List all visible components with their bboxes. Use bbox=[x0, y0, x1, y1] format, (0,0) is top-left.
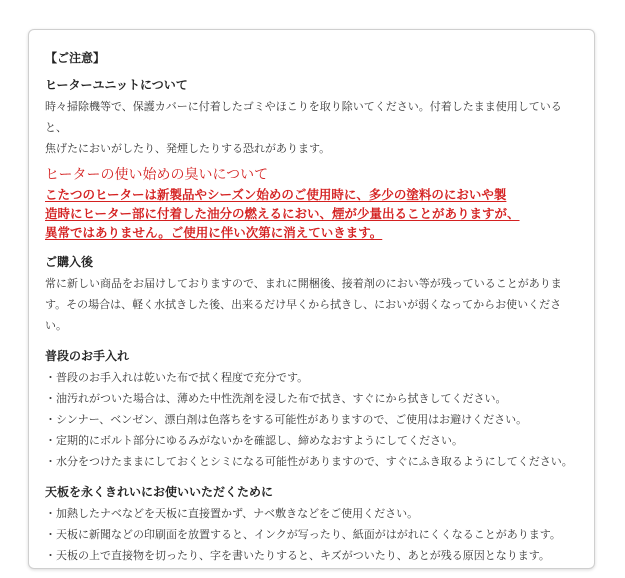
initial-smell-text-line-1: こたつのヒーターは新製品やシーズン始めのご使用時に、多少の塗料のにおいや製 bbox=[45, 187, 507, 202]
list-item: ・天板に新聞などの印刷面を放置すると、インクが写ったり、紙面がはがれにくくなることがあります。 bbox=[45, 528, 561, 541]
list-item: ・シンナー、ベンゼン、漂白剤は色落ちをする可能性がありますので、ご使用はお避けください。 bbox=[45, 413, 528, 426]
after-purchase-text-line-1: 常に新しい商品をお届けしておりますので、まれに開梱後、接着剤のにおい等が残っていることがありま bbox=[45, 277, 562, 290]
list-item: ・加熱したナベなどを天板に直接置かず、ナベ敷きなどをご使用ください。 bbox=[45, 507, 419, 520]
after-purchase-section bbox=[45, 254, 578, 336]
heater-unit-text-line-2: 焦げたにおいがしたり、発煙したりする恐れがあります。 bbox=[45, 142, 331, 155]
daily-care-section bbox=[45, 348, 578, 472]
list-item: ・天板の上で直接物を切ったり、字を書いたりすると、キズがついたり、あとが残る原因となります。 bbox=[45, 549, 550, 562]
initial-smell-text-line-3: 異常ではありません。ご使用に伴い次第に消えていきます。 bbox=[45, 225, 383, 240]
daily-care-list bbox=[45, 367, 578, 472]
after-purchase-text-line-2: す。その場合は、軽く水拭きした後、出来るだけ早くから拭きし、においが弱くなってからお使いください。 bbox=[45, 298, 562, 332]
initial-smell-section bbox=[45, 165, 578, 242]
care-notice-panel bbox=[28, 29, 595, 569]
heater-unit-section bbox=[45, 77, 578, 159]
initial-smell-text-line-2: 造時にヒーター部に付着した油分の燃えるにおい、煙が少量出ることがありますが、 bbox=[45, 206, 520, 221]
daily-care-heading: 普段のお手入れ bbox=[45, 349, 130, 363]
initial-smell-heading: ヒーターの使い始めの臭いについて bbox=[45, 167, 269, 183]
list-item: ・水分をつけたままにしておくとシミになる可能性がありますので、すぐにふき取るようにしてください。 bbox=[45, 455, 573, 468]
after-purchase-heading: ご購入後 bbox=[45, 255, 94, 269]
heater-unit-text-line-1: 時々掃除機等で、保護カバーに付着したゴミやほこりを取り除いてください。付着したまま使用していると、 bbox=[45, 100, 562, 134]
tabletop-care-heading: 天板を永くきれいにお使いいただくために bbox=[45, 485, 274, 499]
list-item: ・油汚れがついた場合は、薄めた中性洗剤を浸した布で拭き、すぐにから拭きしてください。 bbox=[45, 392, 507, 405]
notice-title: 【ご注意】 bbox=[45, 51, 106, 65]
tabletop-care-section bbox=[45, 484, 578, 566]
heater-unit-heading: ヒーターユニットについて bbox=[45, 78, 188, 92]
tabletop-care-list bbox=[45, 503, 578, 566]
list-item: ・普段のお手入れは乾いた布で拭く程度で充分です。 bbox=[45, 371, 309, 384]
list-item: ・定期的にボルト部分にゆるみがないかを確認し、締めなおすようにしてください。 bbox=[45, 434, 463, 447]
